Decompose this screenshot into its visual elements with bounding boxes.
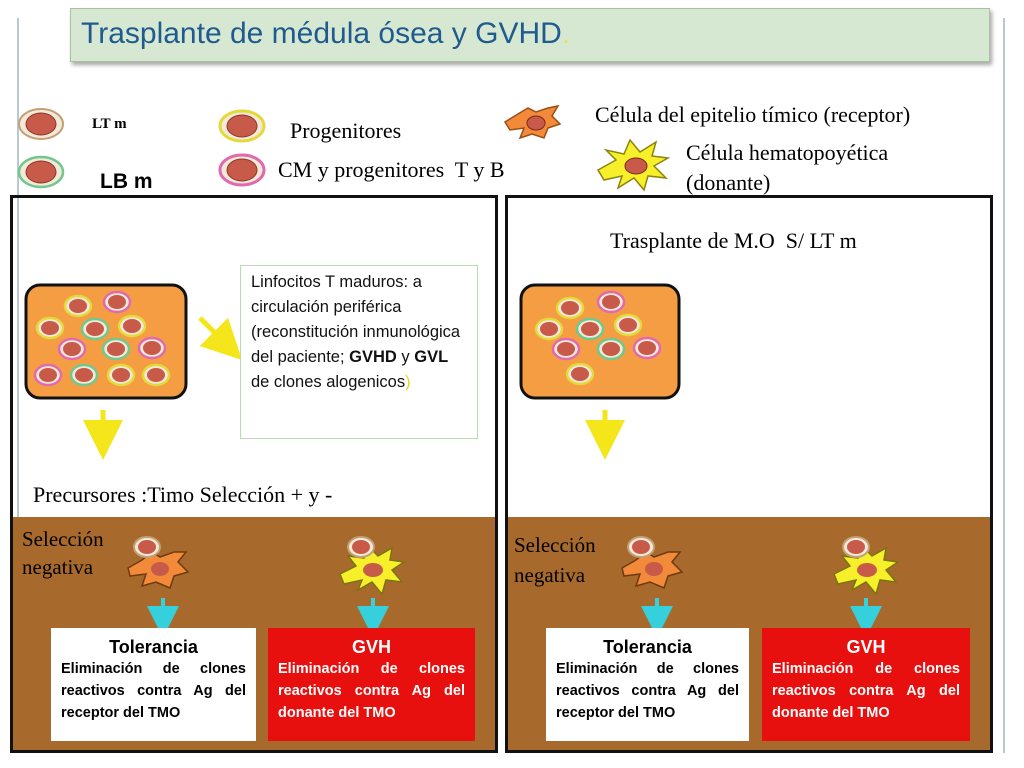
note-text-a: Linfocitos T maduros: a circulación periférica (reconstitución inmunológica del paciente; (251, 273, 461, 366)
legend-celula-hemato-line1: Célula hematopoyética (686, 140, 889, 165)
left-precursores-label: Precursores :Timo Selección + y - (33, 482, 333, 507)
legend-cm-progenitores: CM y progenitores T y B (278, 157, 505, 182)
note-y: y (396, 348, 415, 366)
right-marrow-box (521, 285, 679, 398)
left-epithelial-selection (128, 537, 188, 588)
right-epithelial-selection (622, 537, 682, 588)
left-diagonal-arrow (200, 318, 228, 346)
right-seleccion-label (514, 530, 596, 590)
right-gvh-box (762, 628, 970, 741)
right-gvh-body: Eliminación de clones reactivos contra Ag del donante del TMO (772, 661, 960, 721)
right-trasplante-label: Trasplante de M.O S/ LT m (610, 228, 857, 253)
right-tolerancia-box (546, 628, 749, 741)
left-seleccion-line1: Selección (22, 527, 104, 551)
left-gvh-box (268, 628, 475, 741)
note-gvl: GVL (414, 348, 449, 366)
legend-celula-epitelio: Célula del epitelio tímico (receptor) (595, 102, 911, 127)
left-gvh-body: Eliminación de clones reactivos contra Ag del donante del TMO (278, 661, 465, 721)
left-seleccion-label (22, 525, 104, 581)
right-seleccion-line2: negativa (514, 563, 586, 587)
title-dot: . (561, 17, 571, 50)
note-text-b: de clones alogenicos (251, 373, 406, 391)
left-hematopoietic-selection (340, 537, 404, 594)
note-paren: ) (405, 373, 411, 391)
legend-celula-hemato-line2: (donante) (686, 170, 771, 195)
right-hematopoietic-selection (834, 537, 898, 594)
left-marrow-box (26, 285, 186, 398)
left-tolerancia-title: Tolerancia (109, 637, 198, 657)
note-gvhd: GVHD (349, 348, 397, 366)
left-tolerancia-body: Eliminación de clones reactivos contra Ag del receptor del TMO (61, 661, 246, 721)
legend-lb-m: LB m (100, 170, 153, 193)
right-tolerancia-title: Tolerancia (603, 637, 692, 657)
right-gvh-title: GVH (846, 637, 886, 657)
right-tolerancia-body: Eliminación de clones reactivos contra Ag del receptor del TMO (556, 661, 739, 721)
left-tolerancia-box (51, 628, 256, 741)
left-gvh-title: GVH (351, 637, 391, 657)
left-note-box (240, 265, 478, 439)
left-seleccion-line2: negativa (22, 555, 94, 579)
title-text: Trasplante de médula ósea y GVHD (81, 17, 562, 50)
legend-lt-m: LT m (92, 116, 127, 132)
legend-progenitores: Progenitores (290, 118, 402, 143)
right-seleccion-line1: Selección (514, 533, 596, 557)
